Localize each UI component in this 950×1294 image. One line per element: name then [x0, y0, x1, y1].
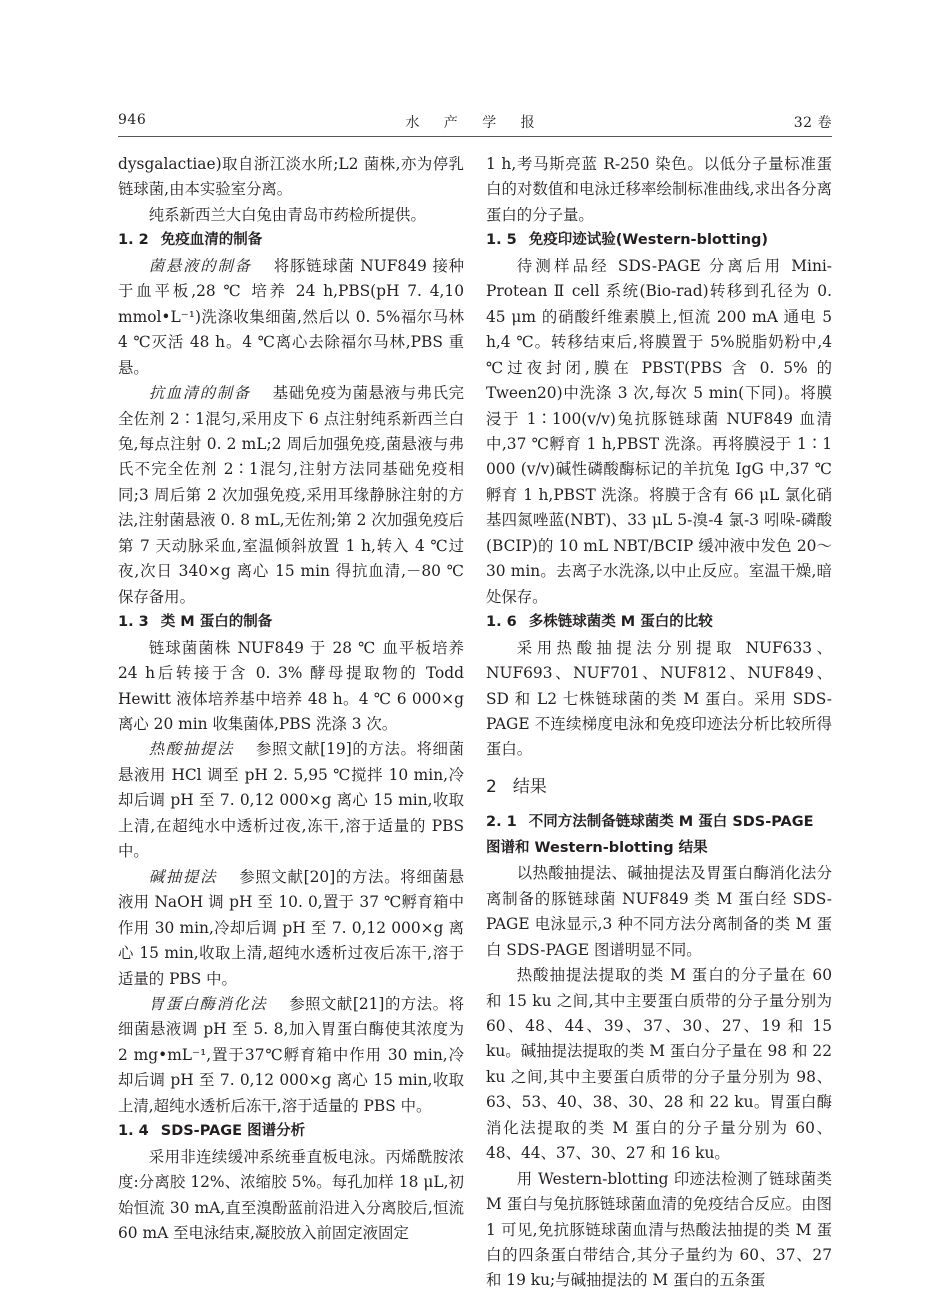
subheading: 抗血清的制备: [148, 384, 251, 403]
paragraph: [118, 865, 464, 992]
chapter-number: 2: [486, 776, 497, 797]
journal-title: 水 产 学 报: [405, 115, 545, 131]
section-heading: [118, 1119, 464, 1144]
subheading: 胃蛋白酶消化法: [148, 994, 268, 1013]
section-title: 免疫血清的制备: [160, 232, 263, 249]
volume-label: 32 卷: [793, 115, 832, 131]
section-number: 1. 4: [118, 1123, 149, 1140]
subheading: 菌悬液的制备: [148, 256, 252, 275]
section-title: 不同方法制备链球菌类 M 蛋白 SDS-PAGE 图谱和 Western-blotting 结果: [486, 814, 814, 856]
paragraph: [118, 381, 464, 610]
paragraph-text: 参照文献[19]的方法。将细菌悬液用 HCl 调至 pH 2. 5,95 ℃搅拌 10 min,冷却后调 pH 至 7. 0,12 000×g 离心 15 min,收取上清,在超纯水中透析过夜,冻干,溶于适量的 PBS 中。: [118, 740, 464, 861]
paragraph-text: 参照文献[21]的方法。将细菌悬液调 pH 至 5. 8,加入胃蛋白酶使其浓度为 2 mg•mL⁻¹,置于37℃孵育箱中作用 30 min,冷却后调 pH 至 7. 0,12 000×g 离心 15 min,收取上清,超纯水透析后冻干,溶于适量的 PBS 中。: [118, 994, 464, 1115]
section-number: 2. 1: [486, 814, 517, 831]
section-title: 多株链球菌类 M 蛋白的比较: [528, 614, 713, 631]
paragraph: 待测样品经 SDS-PAGE 分离后用 Mini-Protean Ⅱ cell 系统(Bio-rad)转移到孔径为 0. 45 μm 的硝酸纤维素膜上,恒流 200 mA 通电 5 h,4 ℃。转移结束后,将膜置于 5%脱脂奶粉中,4 ℃过夜封闭,膜在 PBST(PBS 含 0. 5% 的 Tween20)中洗涤 3 次,每次 5 min(下同)。将膜浸于 1∶100(v/v)兔抗豚链球菌 NUF849 血清中,37 ℃孵育 1 h,PBST 洗涤。再将膜浸于 1∶1 000 (v/v)碱性磷酸酶标记的羊抗兔 IgG 中,37 ℃孵育 1 h,PBST 洗涤。将膜于含有 66 μL 氯化硝基四氮唑蓝(NBT)、33 μL 5-溴-4 氯-3 吲哚-磷酸(BCIP)的 10 mL NBT/BCIP 缓冲液中发色 20～30 min。去离子水洗涤,以中止反应。室温干燥,暗处保存。: [486, 256, 832, 606]
header-rule: [118, 136, 832, 137]
paragraph: 纯系新西兰大白兔由青岛市药检所提供。: [148, 205, 426, 224]
section-heading: [486, 810, 832, 861]
section-title: 类 M 蛋白的制备: [160, 614, 273, 631]
section-number: 1. 2: [118, 232, 149, 249]
paragraph: [118, 737, 464, 864]
section-heading: [486, 228, 832, 253]
paragraph: 链球菌菌株 NUF849 于 28 ℃ 血平板培养 24 h后转接于含 0. 3% 酵母提取物的 Todd Hewitt 液体培养基中培养 48 h。4 ℃ 6 000×g 离心 20 min 收集菌体,PBS 洗涤 3 次。: [118, 638, 464, 733]
section-heading: [118, 228, 464, 253]
paragraph-text: 基础免疫为菌悬液与弗氏完全佐剂 2∶1混匀,采用皮下 6 点注射纯系新西兰白兔,每点注射 0. 2 mL;2 周后加强免疫,菌悬液与弗氏不完全佐剂 2∶1混匀,注射方法同基础免疫相同;3 周后第 2 次加强免疫,采用耳缘静脉注射的方法,注射菌悬液 0. 8 mL,无佐剂;第 2 次加强免疫后第 7 天动脉采血,室温倾斜放置 1 h,转入 4 ℃过夜,次日 340×g 离心 15 min 得抗血清,－80 ℃保存备用。: [118, 384, 464, 606]
chapter-title: 结果: [512, 776, 547, 797]
paragraph: 1 h,考马斯亮蓝 R-250 染色。以低分子量标准蛋白的对数值和电泳迁移率绘制标准曲线,求出各分离蛋白的分子量。: [486, 155, 832, 224]
paragraph-text: 参照文献[20]的方法。将细菌悬液用 NaOH 调 pH 至 10. 0,置于 37 ℃孵育箱中作用 30 min,冷却后调 pH 至 7. 0,12 000×g 离心 15 min,收取上清,超纯水透析过夜后冻干,溶于适量的 PBS 中。: [118, 867, 464, 988]
subheading: 热酸抽提法: [148, 740, 234, 759]
subheading: 碱抽提法: [148, 867, 218, 886]
paragraph: 以热酸抽提法、碱抽提法及胃蛋白酶消化法分离制备的豚链球菌 NUF849 类 M 蛋白经 SDS-PAGE 电泳显示,3 种不同方法分离制备的类 M 蛋白 SDS-PAGE 图谱明显不同。: [486, 864, 832, 959]
section-heading: [486, 610, 832, 635]
section-heading: [118, 610, 464, 635]
paragraph: dysgalactiae)取自浙江淡水所;L2 菌株,亦为停乳链球菌,由本实验室分离。: [118, 155, 464, 199]
paragraph: 采用非连续缓冲系统垂直板电泳。丙烯酰胺浓度:分离胶 12%、浓缩胶 5%。每孔加样 18 μL,初始恒流 30 mA,直至溴酚蓝前沿进入分离胶后,恒流 60 mA 至电泳结束,凝胶放入前固定液固定: [118, 1147, 464, 1243]
paragraph: 热酸抽提法提取的类 M 蛋白的分子量在 60 和 15 ku 之间,其中主要蛋白质带的分子量分别为 60、48、44、39、37、30、27、19 和 15 ku。碱抽提法提取的类 M 蛋白分子量在 98 和 22 ku 之间,其中主要蛋白质带的分子量分别为 98、63、53、40、38、30、28 和 22 ku。胃蛋白酶消化法提取的类 M 蛋白的分子量分别为 60、48、44、37、30、27 和 16 ku。: [486, 966, 832, 1163]
paragraph: [118, 992, 464, 1119]
section-number: 1. 3: [118, 614, 149, 631]
paragraph: 采用热酸抽提法分别提取 NUF633、NUF693、NUF701、NUF812、NUF849、SD 和 L2 七株链球菌的类 M 蛋白。采用 SDS-PAGE 不连续梯度电泳和免疫印迹法分析比较所得蛋白。: [486, 638, 832, 759]
section-title: 免疫印迹试验(Western-blotting): [528, 232, 769, 249]
section-number: 1. 6: [486, 614, 517, 631]
section-title: SDS-PAGE 图谱分析: [160, 1123, 306, 1140]
left-column: [118, 152, 464, 1246]
chapter-heading: [486, 775, 832, 800]
paragraph: [118, 254, 464, 381]
paragraph-text: 将豚链球菌 NUF849 接种于血平板,28 ℃ 培养 24 h,PBS(pH 7. 4,10 mmol•L⁻¹)洗涤收集细菌,然后以 0. 5%福尔马林 4 ℃灭活 48 h。4 ℃离心去除福尔马林,PBS 重悬。: [118, 256, 464, 377]
paragraph: 用 Western-blotting 印迹法检测了链球菌类 M 蛋白与兔抗豚链球菌血清的免疫结合反应。由图 1 可见,免抗豚链球菌血清与热酸法抽提的类 M 蛋白的四条蛋白带结合,其分子量约为 60、37、27 和 19 ku;与碱抽提法的 M 蛋白的五条蛋: [486, 1169, 832, 1290]
page-number: 946: [118, 112, 147, 128]
right-column: [486, 152, 832, 1294]
section-number: 1. 5: [486, 232, 517, 249]
